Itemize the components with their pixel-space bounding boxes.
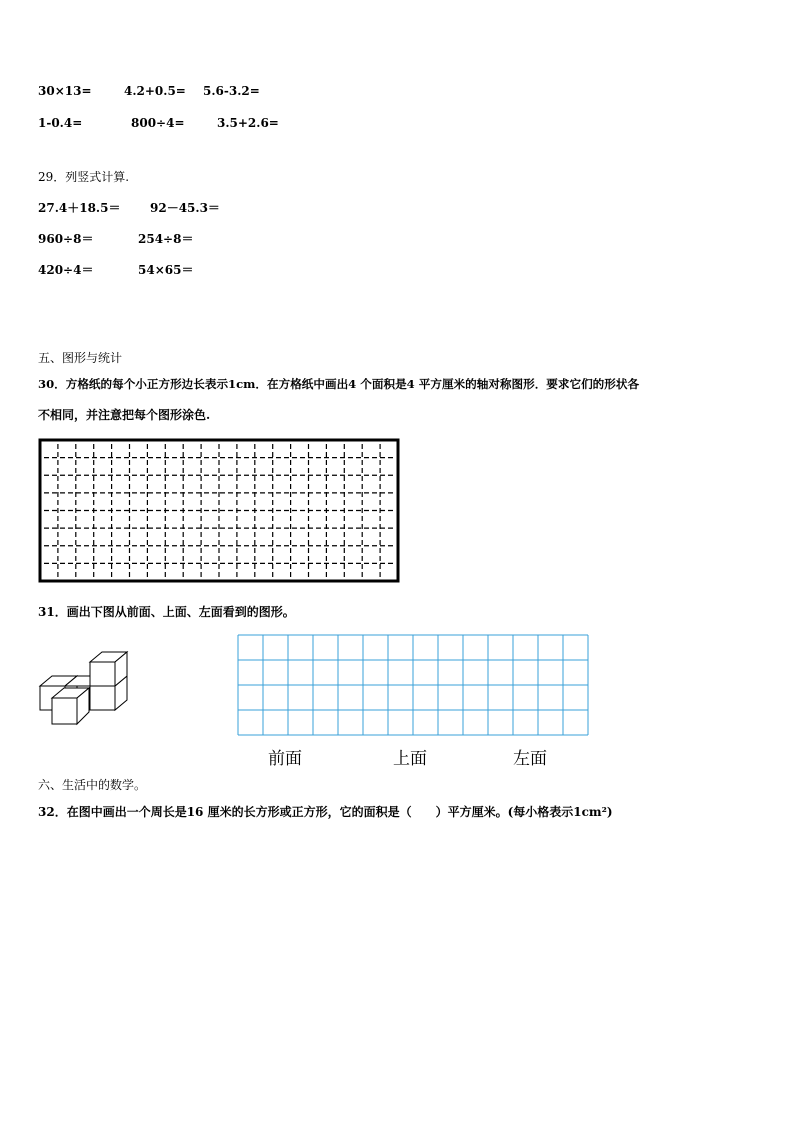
expr: 5.6-3.2=: [203, 84, 260, 98]
q32-text: 32．在图中画出一个周长是16 厘米的长方形或正方形，它的面积是（ ）平方厘米。(每小格表示1cm²): [38, 805, 613, 819]
q30-text-line1: 30．方格纸的每个小正方形边长表示1cm．在方格纸中画出4 个面积是4 平方厘米的轴对称图形．要求它们的形状各: [38, 377, 640, 391]
expr: 92－45.3＝: [150, 201, 220, 215]
blue-square-grid: [237, 634, 589, 736]
expr: 27.4＋18.5＝: [38, 201, 121, 215]
expr: 54×65＝: [138, 263, 194, 277]
expr: 420÷4＝: [38, 263, 94, 277]
expr: 3.5+2.6=: [217, 116, 279, 130]
expr: 4.2+0.5=: [124, 84, 186, 98]
view-label-front: 前面: [268, 749, 302, 769]
expr: 254÷8＝: [138, 232, 194, 246]
expr: 1-0.4=: [38, 116, 83, 130]
dashed-grid-paper: [38, 438, 408, 583]
section-6-title: 六、生活中的数学。: [38, 778, 147, 792]
expr: 800÷4=: [131, 116, 185, 130]
view-label-left: 左面: [513, 749, 547, 769]
view-label-top: 上面: [393, 749, 427, 769]
q31-title: 31．画出下图从前面、上面、左面看到的图形。: [38, 605, 295, 619]
section-5-title: 五、图形与统计: [38, 351, 123, 365]
q30-text-line2: 不相同，并注意把每个图形涂色.: [38, 408, 211, 422]
expr: 960÷8＝: [38, 232, 94, 246]
cube-stack-figure: [38, 648, 138, 728]
expr: 30×13=: [38, 84, 92, 98]
q29-title: 29．列竖式计算.: [38, 170, 130, 184]
